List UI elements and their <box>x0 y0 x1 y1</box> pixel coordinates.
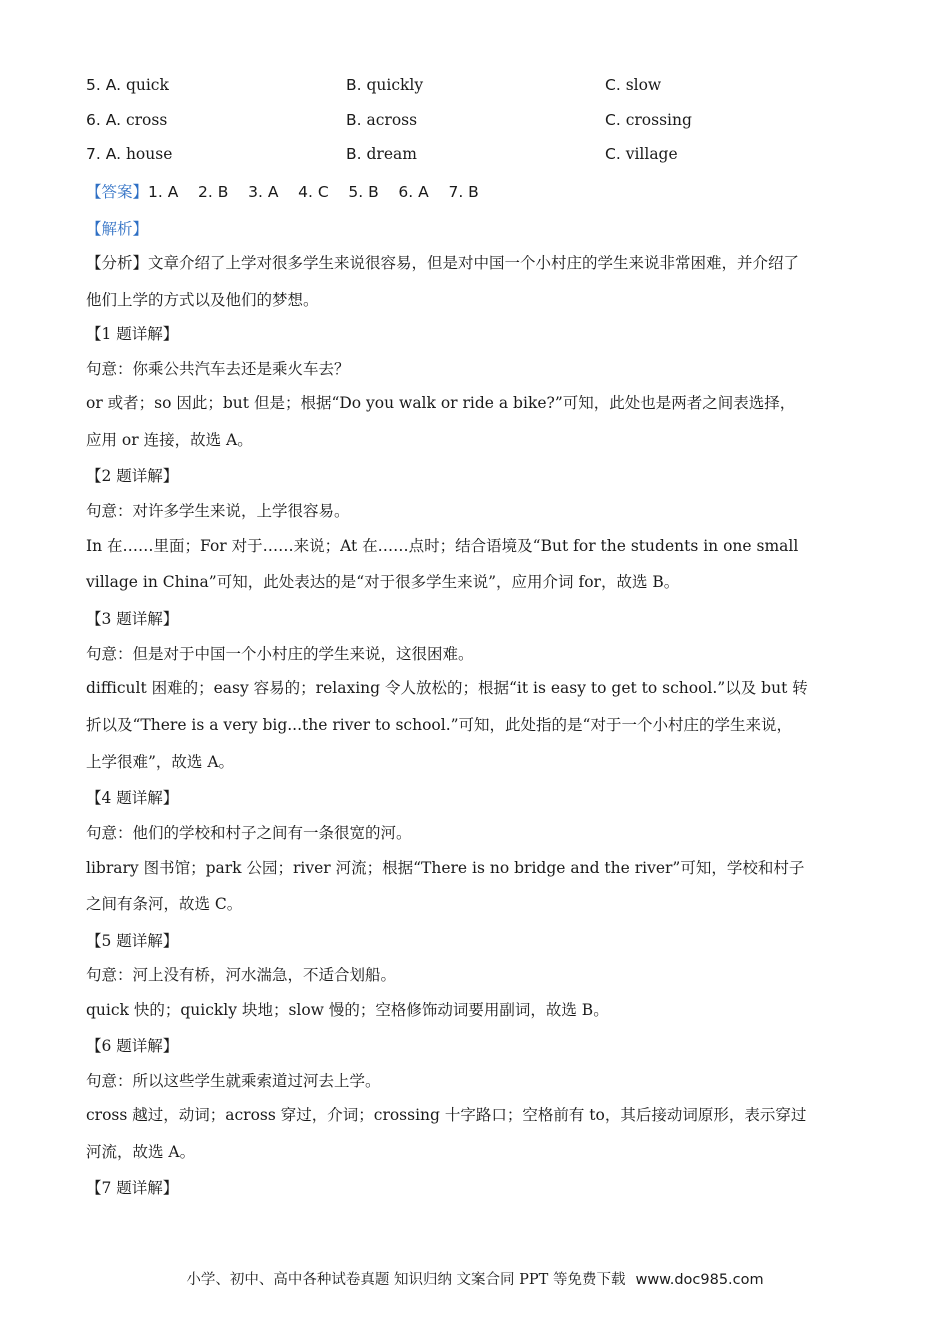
q1-explanation: 应用 or 连接，故选 A。 <box>86 431 253 449</box>
option-a-text: quick <box>125 76 169 94</box>
q2-meaning: 句意：对许多学生来说，上学很容易。 <box>86 502 350 520</box>
analysis-label: 【解析】 <box>86 220 149 238</box>
q5-heading: 【5 题详解】 <box>86 932 179 950</box>
q2-explanation: In 在……里面；For 对于……来说；At 在……点时；结合语境及“But for the students in one small <box>86 537 799 555</box>
q3-explanation: difficult 困难的；easy 容易的；relaxing 令人放松的；根据“it is easy to get to school.”以及 but 转 <box>86 679 808 697</box>
analysis-line: 他们上学的方式以及他们的梦想。 <box>86 291 319 309</box>
option-letter: A. <box>105 145 121 163</box>
option-letter: A. <box>105 111 121 129</box>
option-letter: B. <box>346 76 362 94</box>
q1-explanation: or 或者；so 因此；but 但是；根据“Do you walk or ride a bike?”可知，此处也是两者之间表选择， <box>86 394 796 412</box>
q6-heading: 【6 题详解】 <box>86 1037 179 1055</box>
q6-explanation: cross 越过，动词；across 穿过，介词；crossing 十字路口；空格前有 to，其后接动词原形，表示穿过 <box>86 1106 807 1124</box>
option-a-text: cross <box>125 111 168 129</box>
q1-meaning: 句意：你乘公共汽车去还是乘火车去？ <box>86 360 350 378</box>
q5-explanation: quick 快的；quickly 块地；slow 慢的；空格修饰动词要用副词，故选 B。 <box>86 1001 609 1019</box>
option-letter: A. <box>105 76 121 94</box>
q4-explanation: 之间有条河，故选 C。 <box>86 895 243 913</box>
q2-explanation: village in China”可知，此处表达的是“对于很多学生来说”，应用介词 for，故选 B。 <box>86 573 680 591</box>
option-b-text: across <box>366 111 418 129</box>
q6-meaning: 句意：所以这些学生就乘索道过河去上学。 <box>86 1072 381 1090</box>
q7-heading: 【7 题详解】 <box>86 1179 179 1197</box>
question-number: 5. <box>86 76 101 94</box>
q3-heading: 【3 题详解】 <box>86 610 179 628</box>
q4-heading: 【4 题详解】 <box>86 789 179 807</box>
q3-explanation: 折以及“There is a very big...the river to school.”可知，此处指的是“对于一个小村庄的学生来说， <box>86 716 792 734</box>
q6-explanation: 河流，故选 A。 <box>86 1143 196 1161</box>
option-letter: C. <box>605 111 621 129</box>
option-letter: B. <box>346 111 362 129</box>
option-letter: C. <box>605 76 621 94</box>
q1-heading: 【1 题详解】 <box>86 325 179 343</box>
option-a-text: house <box>125 145 173 163</box>
footer-url[interactable]: www.doc985.com <box>635 1272 764 1288</box>
option-c-text: crossing <box>625 111 692 129</box>
answer-label: 【答案】 <box>86 183 149 201</box>
option-letter: B. <box>346 145 362 163</box>
answer-text: 1. A 2. B 3. A 4. C 5. B 6. A 7. B <box>148 183 479 201</box>
q3-meaning: 句意：但是对于中国一个小村庄的学生来说，这很困难。 <box>86 645 474 663</box>
question-number: 6. <box>86 111 101 129</box>
option-letter: C. <box>605 145 621 163</box>
analysis-line: 【分析】文章介绍了上学对很多学生来说很容易，但是对中国一个小村庄的学生来说非常困难，并介绍了 <box>86 254 800 272</box>
answer-line <box>86 180 864 202</box>
option-b-text: dream <box>366 145 417 163</box>
q2-heading: 【2 题详解】 <box>86 467 179 485</box>
option-b-text: quickly <box>366 76 424 94</box>
option-c-text: village <box>625 145 678 163</box>
footer-text: 小学、初中、高中各种试卷真题 知识归纳 文案合同 PPT 等免费下载 <box>186 1272 626 1288</box>
q4-explanation: library 图书馆；park 公园；river 河流；根据“There is no bridge and the river”可知，学校和村子 <box>86 859 805 877</box>
option-c-text: slow <box>625 76 662 94</box>
q5-meaning: 句意：河上没有桥，河水湍急，不适合划船。 <box>86 966 397 984</box>
page-footer <box>0 1268 950 1289</box>
q4-meaning: 句意：他们的学校和村子之间有一条很宽的河。 <box>86 824 412 842</box>
q3-explanation: 上学很难”，故选 A。 <box>86 753 235 771</box>
question-number: 7. <box>86 145 101 163</box>
